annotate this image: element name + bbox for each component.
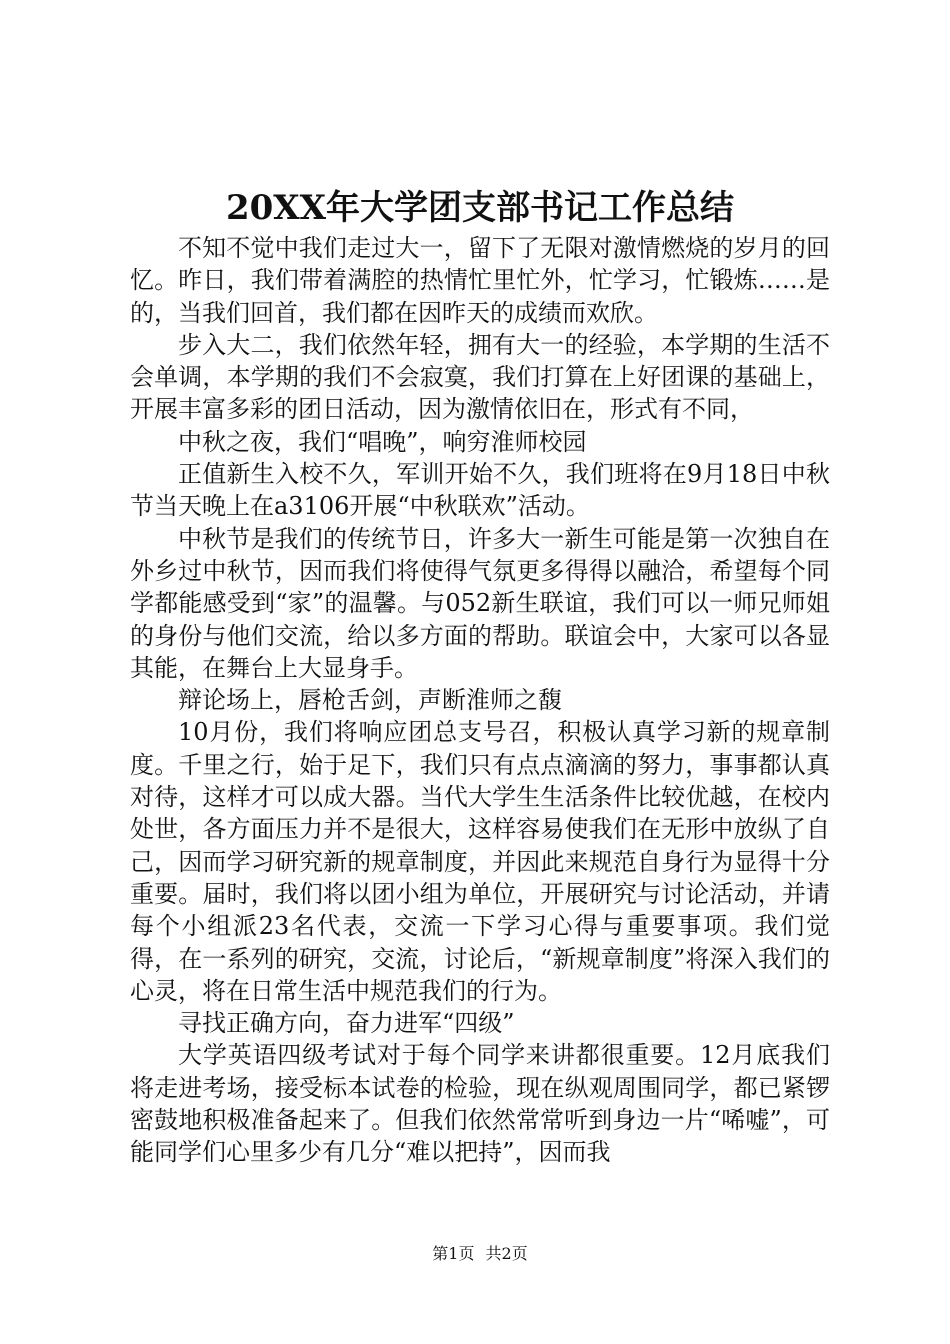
page-total: 共2页	[485, 1244, 528, 1263]
page-number: 第1页	[432, 1244, 475, 1263]
document-body	[130, 232, 830, 1169]
paragraph: 中秋节是我们的传统节日，许多大一新生可能是第一次独自在外乡过中秋节，因而我们将使得气氛更多得得以融洽，希望每个同学都能感受到“家”的温馨。与052新生联谊，我们可以一师兄师姐的身份与他们交流，给以多方面的帮助。联谊会中，大家可以各显其能，在舞台上大显身手。	[130, 524, 830, 682]
paragraph: 步入大二，我们依然年轻，拥有大一的经验，本学期的生活不会单调，本学期的我们不会寂寞，我们打算在上好团课的基础上，开展丰富多彩的团日活动，因为激情依旧在，形式有不同，	[130, 330, 830, 424]
page-footer	[0, 1242, 950, 1266]
section-heading: 中秋之夜，我们“唱晚”，响穷淮师校园	[178, 427, 587, 456]
document-title: 20XX年大学团支部书记工作总结	[225, 188, 735, 228]
section-heading: 寻找正确方向，奋力进军“四级”	[178, 1009, 515, 1038]
paragraph: 不知不觉中我们走过大一，留下了无限对激情燃烧的岁月的回忆。昨日，我们带着满腔的热情忙里忙外，忙学习，忙锻炼……是的，当我们回首，我们都在因昨天的成绩而欢欣。	[130, 234, 830, 327]
paragraph: 正值新生入校不久，军训开始不久，我们班将在9月18日中秋节当天晚上在a3106开展“中秋联欢”活动。	[130, 460, 830, 521]
paragraph: 10月份，我们将响应团总支号召，积极认真学习新的规章制度。千里之行，始于足下，我们只有点点滴滴的努力，事事都认真对待，这样才可以成大器。当代大学生生活条件比较优越，在校内处世，各方面压力并不是很大，这样容易使我们在无形中放纵了自己，因而学习研究新的规章制度，并因此来规范自身行为显得十分重要。届时，我们将以团小组为单位，开展研究与讨论活动，并请每个小组派23名代表，交流一下学习心得与重要事项。我们觉得，在一系列的研究，交流，讨论后，“新规章制度”将深入我们的心灵，将在日常生活中规范我们的行为。	[130, 718, 830, 1005]
section-heading: 辩论场上，唇枪舌剑，声断淮师之馥	[178, 686, 562, 715]
paragraph: 大学英语四级考试对于每个同学来讲都很重要。12月底我们将走进考场，接受标本试卷的检验，现在纵观周围同学，都已紧锣密鼓地积极准备起来了。但我们依然常常听到身边一片“唏嘘”，可能同学们心里多少有几分“难以把持”，因而我	[130, 1041, 830, 1167]
